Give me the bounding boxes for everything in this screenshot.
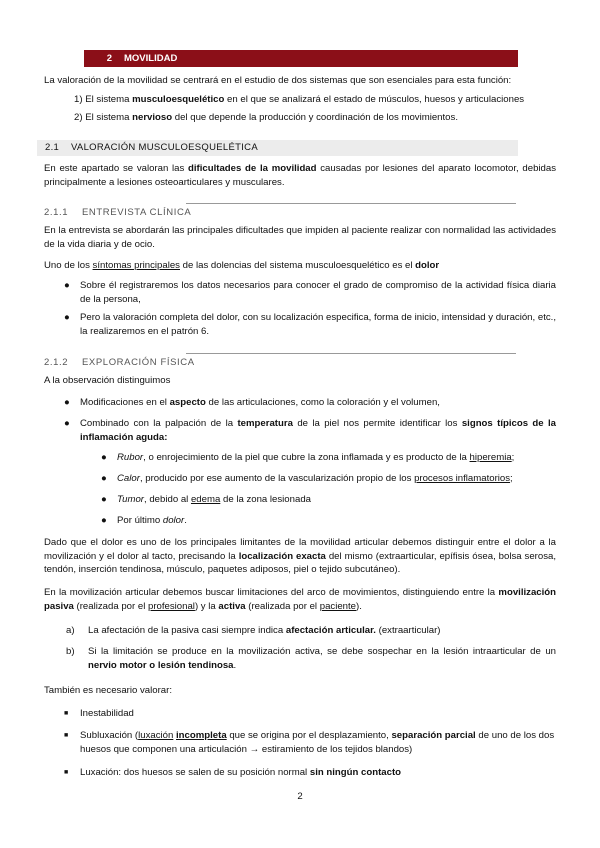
list-item	[64, 396, 556, 410]
bold-text: nervio motor o lesión tendinosa	[88, 659, 234, 671]
text: de la piel nos permite identificar los	[292, 418, 462, 429]
text: La afectación de la pasiva casi siempre indica	[88, 625, 286, 636]
bold-text: afectación articular.	[285, 625, 376, 636]
text: ).	[356, 600, 362, 612]
underlined-text: hiperemia	[469, 452, 512, 463]
sub-list-item	[101, 514, 556, 528]
bullet-icon: ●	[64, 312, 70, 323]
italic-text: dolor	[162, 515, 185, 526]
text: , o enrojecimiento de la piel que cubre la zona inflamada y es producto de la	[143, 452, 470, 463]
bullet-icon: ●	[101, 494, 107, 505]
text: Uno de los	[44, 260, 93, 271]
text: de uno de los dos huesos que componen una articulación → estiramiento de los tejidos blandos)	[80, 730, 555, 755]
bold-text: musculoesquelético	[132, 94, 225, 105]
valorar-paragraph: También es necesario valorar:	[44, 685, 172, 696]
text: Dado que el dolor es uno de los principales limitantes de la movilidad articular debemos distinguir entre el dolor a la movilización y el dolor al tacto, precisando la	[44, 537, 556, 562]
text: Modificaciones en el	[80, 397, 170, 408]
text: Inestabilidad	[80, 708, 134, 719]
text: En la movilización articular debemos buscar limitaciones del arco de movimientos, distinguiendo entre la	[44, 587, 499, 598]
text: ;	[510, 473, 513, 484]
section-number: 2.1.1	[44, 207, 69, 218]
section-2-1-1-heading	[44, 206, 191, 219]
bold-underlined-text: incompleta	[176, 730, 227, 741]
section-title: EXPLORACIÓN FÍSICA	[82, 357, 195, 368]
sub-list-item	[101, 451, 556, 465]
intro-item-2	[74, 111, 556, 125]
text: , producido por ese aumento de la vascularización propio de los	[139, 473, 415, 484]
list-marker: b)	[66, 646, 75, 657]
text: de las dolencias del sistema musculoesquelético es el	[179, 260, 416, 271]
text: (extraarticular)	[375, 625, 441, 636]
section-number: 2	[106, 52, 112, 64]
list-item-b	[66, 645, 556, 672]
list-item	[64, 279, 556, 306]
underlined-text: edema	[190, 494, 221, 505]
dolor-paragraph	[44, 259, 556, 273]
bold-text: sin ningún contacto	[309, 767, 401, 778]
section-title: VALORACIÓN MUSCULOESQUELÉTICA	[71, 142, 258, 154]
text: Por último	[117, 515, 163, 526]
text: .	[184, 515, 187, 526]
list-item	[64, 417, 556, 444]
square-bullet-icon: ■	[64, 732, 69, 739]
text: Combinado con la palpación de la	[80, 418, 238, 429]
bold-text: signos típicos de la inflamación aguda:	[80, 418, 556, 443]
text: En este apartado se valoran las	[44, 163, 189, 174]
bold-text: aspecto	[169, 397, 206, 408]
bullet-icon: ●	[101, 515, 107, 526]
square-bullet-icon: ■	[64, 710, 69, 717]
bullet-icon: ●	[101, 452, 107, 463]
sub-list-item	[101, 472, 556, 486]
underlined-text: procesos inflamatorios	[414, 473, 511, 484]
divider	[186, 353, 516, 354]
section-2-heading	[84, 50, 518, 67]
text: en el que se analizará el estado de músculos, huesos y articulaciones	[224, 94, 525, 105]
italic-text: Rubor	[117, 452, 144, 463]
section-number: 2.1.2	[44, 357, 69, 368]
square-bullet-icon: ■	[64, 769, 69, 776]
divider	[186, 203, 516, 204]
text: 2) El sistema	[74, 112, 133, 123]
intro-paragraph: La valoración de la movilidad se centrará en el estudio de dos sistemas que son esenciales para esta función:	[44, 75, 512, 86]
text: ) y la	[194, 600, 219, 612]
text: que se origina por el desplazamiento,	[226, 730, 392, 741]
observacion-paragraph: A la observación distinguimos	[44, 375, 171, 386]
bold-text: nervioso	[132, 112, 173, 123]
bullet-icon: ●	[64, 397, 70, 408]
text: del mismo (extraarticular, epífisis ósea, bolsa serosa, tendón, inserción tendinosa, músculo, paquetes adiposos, piel o tejido subcutáneo).	[44, 550, 557, 576]
text: Sobre él registraremos los datos necesarios para conocer el grado de compromiso de la actividad física diaria de la persona,	[80, 280, 556, 305]
text: , debido al	[144, 494, 191, 505]
text: 1) El sistema	[74, 94, 133, 105]
bullet-icon: ●	[64, 418, 70, 429]
dolor-localizacion-paragraph	[44, 536, 556, 577]
italic-text: Calor	[117, 473, 140, 484]
bold-text: separación parcial	[391, 730, 476, 741]
text: de la zona lesionada	[220, 494, 311, 505]
intro-item-1	[74, 93, 556, 107]
sub-list-item	[101, 493, 556, 507]
bold-text: temperatura	[237, 418, 293, 429]
list-item-a	[66, 624, 556, 638]
section-2-1-paragraph	[44, 162, 556, 189]
text: Si la limitación se produce en la movilización activa, se debe sospechar en la lesión intraarticular de un	[88, 646, 556, 657]
text: .	[233, 659, 237, 671]
text: causadas por lesiones del aparato locomotor, debidas principalmente a lesiones osteoarticulares y musculares.	[44, 163, 556, 188]
entrevista-paragraph: En la entrevista se abordarán las principales dificultades que impiden al paciente realizar con normalidad las actividades de la vida diaria y de ocio.	[44, 225, 556, 250]
section-title: MOVILIDAD	[124, 52, 178, 64]
bold-text: movilización pasiva	[44, 587, 556, 612]
underlined-text: síntomas principales	[92, 260, 180, 271]
text: Pero la valoración completa del dolor, con su localización especifica, forma de inicio, intensidad y duración, etc., la realizaremos en el patrón 6.	[80, 312, 556, 337]
list-item	[64, 311, 556, 338]
text: del que depende la producción y coordinación de los movimientos.	[172, 112, 458, 123]
text: (realizada por el	[245, 600, 320, 612]
list-marker: a)	[66, 625, 75, 636]
text: ;	[511, 452, 515, 463]
text: Luxación: dos huesos se salen de su posición normal	[80, 767, 310, 778]
list-item	[64, 729, 556, 756]
italic-text: Tumor	[117, 494, 145, 505]
list-item	[64, 766, 556, 780]
underlined-text: luxación	[138, 730, 174, 741]
movilizacion-paragraph	[44, 586, 556, 613]
section-number: 2.1	[45, 142, 60, 154]
section-2-1-2-heading	[44, 356, 195, 369]
bold-text: activa	[218, 600, 246, 612]
text: de las articulaciones, como la coloración y el volumen,	[205, 397, 440, 408]
underlined-text: profesional	[148, 600, 195, 612]
bold-text: dificultades de la movilidad	[188, 163, 317, 174]
page-number: 2	[297, 791, 303, 802]
bullet-icon: ●	[101, 473, 107, 484]
section-2-1-heading	[37, 140, 518, 156]
text: Subluxación (	[80, 730, 139, 741]
bullet-icon: ●	[64, 280, 70, 291]
underlined-text: paciente	[319, 600, 357, 612]
list-item	[64, 707, 556, 721]
section-title: ENTREVISTA CLÍNICA	[82, 207, 192, 218]
bold-text: dolor	[415, 260, 440, 271]
bold-text: localización exacta	[238, 550, 326, 562]
text: (realizada por el	[73, 600, 148, 612]
